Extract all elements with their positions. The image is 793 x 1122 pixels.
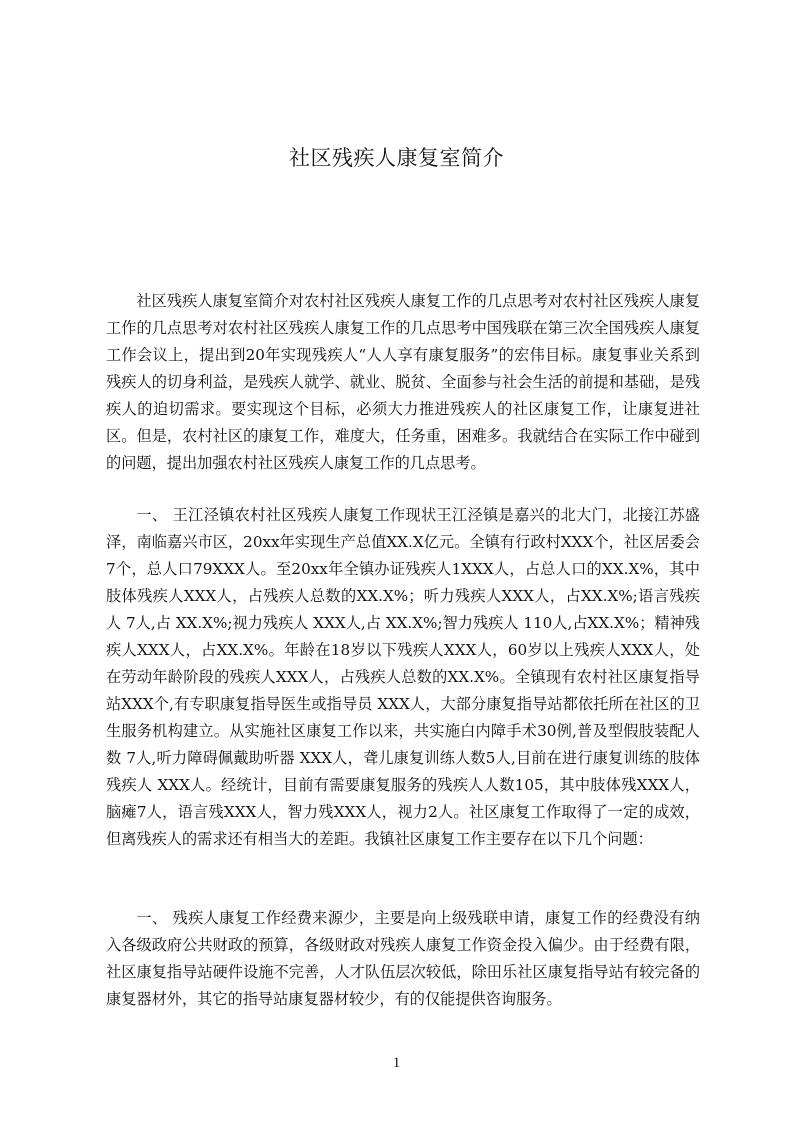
paragraph-current-status: 一、 王江泾镇农村社区残疾人康复工作现状王江泾镇是嘉兴的北大门，北接江苏盛泽，南临嘉兴市区，20xx年实现生产总值XX.X亿元。全镇有行政村XXX个，社区居委会7个，总人口79XXX人。至20xx年全镇办证残疾人1XXX人，占总人口的XX.X%，其中肢体残疾人XXX人，占残疾人总数的XX.X%；听力残疾人XXX人，占XX.X%;语言残疾人 7人,占 XX.X%;视力残疾人 XXX人,占 XX.X%;智力残疾人 110人,占XX.X%；精神残疾人XXX人，占XX.X%。年龄在18岁以下残疾人XXX人，60岁以上残疾人XXX人，处在劳动年龄阶段的残疾人XXX人，占残疾人总数的XX.X%。全镇现有农村社区康复指导站XXX个,有专职康复指导医生或指导员 XXX人，大部分康复指导站都依托所在社区的卫生服务机构建立。从实施社区康复工作以来，共实施白内障手术30例,普及型假肢装配人数 7人,听力障碍佩戴助听器 XXX人，聋儿康复训练人数5人,目前在进行康复训练的肢体残疾人 XXX人。经统计，目前有需要康复服务的残疾人人数105，其中肢体残XXX人，脑瘫7人，语言残XXX人，智力残XXX人，视力2人。社区康复工作取得了一定的成效，但离残疾人的需求还有相当大的差距。我镇社区康复工作主要存在以下几个问题： <box>106 506 700 848</box>
paragraph-problem-funding: 一、 残疾人康复工作经费来源少，主要是向上级残联申请，康复工作的经费没有纳入各级政府公共财政的预算，各级财政对残疾人康复工作资金投入偏少。由于经费有限，社区康复指导站硬件设施不完善，人才队伍层次较低，除田乐社区康复指导站有较完备的康复器材外，其它的指导站康复器材较少，有的仅能提供咨询服务。 <box>106 909 700 1008</box>
page-number: 1 <box>392 1055 401 1071</box>
paragraph-intro: 社区残疾人康复室简介对农村社区残疾人康复工作的几点思考对农村社区残疾人康复工作的几点思考对农村社区残疾人康复工作的几点思考中国残联在第三次全国残疾人康复工作会议上，提出到20年实现残疾人“人人享有康复服务”的宏伟目标。康复事业关系到残疾人的切身利益，是残疾人就学、就业、脱贫、全面参与社会生活的前提和基础，是残疾人的迫切需求。要实现这个目标，必须大力推进残疾人的社区康复工作，让康复进社区。但是，农村社区的康复工作，难度大，任务重，困难多。我就结合在实际工作中碰到的问题，提出加强农村社区残疾人康复工作的几点思考。 <box>106 292 700 472</box>
document-title: 社区残疾人康复室简介 <box>289 146 504 170</box>
